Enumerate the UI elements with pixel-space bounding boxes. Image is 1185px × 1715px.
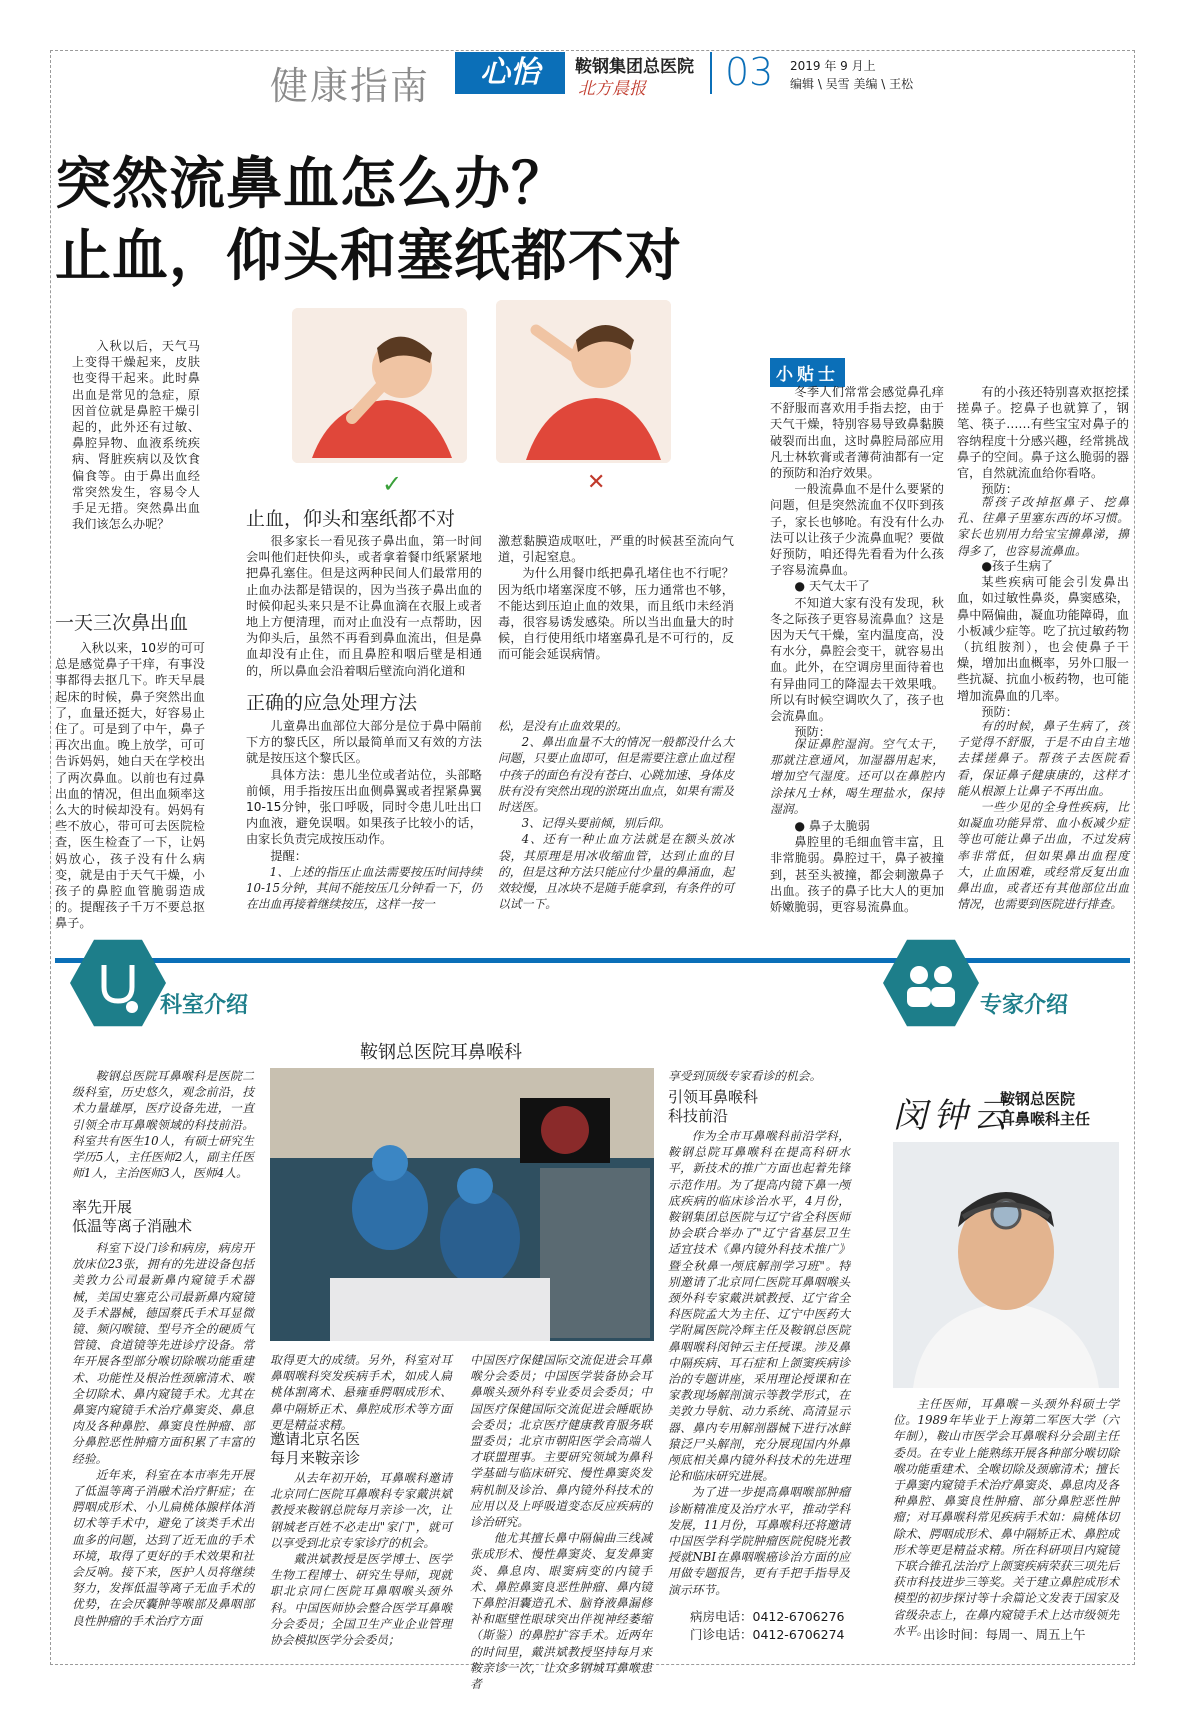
correct-mark: ✓ <box>382 470 403 498</box>
brand-logo: 心怡 <box>455 52 565 94</box>
surgery-photo <box>270 1068 654 1341</box>
dept-heading-3: 引领耳鼻喉科 科技前沿 <box>668 1088 759 1125</box>
tips-col2-illness: ●孩子生病了 某些疾病可能会引发鼻出血，如过敏性鼻炎，鼻窦感染，鼻中隔偏曲，凝血功能障碍，血小板减少症等。吃了抗过敏药物（抗组胺剂），也会使鼻子干燥，增加出血概率，另外口服一些抗凝、抗血小板药物，也可能增加流鼻血的几率。 预防： <box>957 559 1129 719</box>
section1-title: 一天三次鼻出血 <box>55 612 189 634</box>
expert-portrait <box>893 1142 1119 1388</box>
publish-date: 2019 年 9 月上 <box>790 59 876 73</box>
masthead-divider <box>710 52 712 94</box>
dept-title: 鞍钢总医院耳鼻喉科 <box>360 1042 522 1063</box>
dept-intro: 鞍钢总医院耳鼻喉科是医院二级科室，历史悠久，观念前沿，技术力量雄厚，医疗设备先进，一直引领全市耳鼻喉领域的科技前沿。科室共有医生10人，有硕士研究生学历5人，主任医师2人，副主任医师1人，主治医师3人，医师4人。 <box>72 1069 254 1181</box>
tips-col1-prevent: 保证鼻腔湿润。空气太干，那就注意通风，加湿器用起来，增加空气湿度。还可以在鼻腔内涂抹凡士林，喝生理盐水，保持湿润。 <box>770 737 944 816</box>
section3-col1-note: 1、上述的指压止血法需要按压时间持续10-15分钟，其间不能按压几分钟看一下，仍在出血再接着继续按压，这样一按一 <box>246 865 482 912</box>
tips-col2-prevent: 帮孩子改掉抠鼻子、挖鼻孔、往鼻子里塞东西的坏习惯。家长也别用力给宝宝擤鼻涕，擤得多了，也容易流鼻血。 <box>957 495 1129 558</box>
expert-name: 闵钟云 <box>893 1096 1013 1136</box>
expert-section-label: 专家介绍 <box>980 992 1069 1018</box>
dept-col3: 中国医疗保健国际交流促进会耳鼻喉分会委员；中国医学装备协会耳鼻喉头颈外科专业委员会委员；中国医疗保健国际交流促进会睡眠协会委员；北京医疗健康教育服务联盟委员；北京市朝阳医学会高端人才联盟理事。主要研究领域为鼻科学基础与临床研究、慢性鼻窦炎发病机制及诊治、鼻内镜外科技术的应用以及上呼吸道变态反应疾病的诊治研究。 他尤其擅长鼻中隔偏曲三线减张成形术、慢性鼻窦炎、复发鼻窦炎、鼻息肉、眼窦病变的内镜手术、鼻腔鼻窦良恶性肿瘤、鼻内镜下鼻腔泪囊造孔术、脑脊液鼻漏修补和眶壁性眼球突出伴视神经萎缩（斯鉴）的鼻腔扩容手术。近两年的时间里，戴洪斌教授坚持每月来鞍亲诊一次，让众多钢城耳鼻喉患者 <box>470 1353 652 1692</box>
tips-col1: 冬季人们常常会感觉鼻孔痒不舒服而喜欢用手指去挖，由于天气干燥，特别容易导致鼻黏膜破裂而出血，这时鼻腔局部应用凡士林软膏或者薄荷油都有一定的预防和治疗效果。 一般流鼻血不是什么要紧的问题，但是突然流血不仅吓到孩子，家长也够呛。有没有什么办法可以让孩子少流鼻血呢？要做好预防，咱还得先看看为什么孩子容易流鼻血。 ● 天气太干了 不知道大家有没有发现，秋冬之际孩子更容易流鼻血？这是因为天气干燥，室内温度高，没有水分，鼻腔会变干，就容易出血。此外，在空调房里面待着也有异曲同工的降湿去干效果哦。所以有时候空调吹久了，孩子也会流鼻血。 预防： <box>770 385 944 740</box>
dept-equipment: 科室下设门诊和病房，病房开放床位23张，拥有的先进设备包括美敦力公司最新鼻内窥镜手术器械，美国史塞克公司最新鼻内窥镜及手术器械，德国蔡氏手术耳显微镜、频闪喉镜、型号齐全的硬质气管镜、食道镜等先进诊疗设备。常年开展各型部分喉切除喉功能重建术、功能性及根治性颈廓清术、喉全切除术、鼻内窥镜手术。尤其在鼻窦内窥镜手术治疗鼻窦炎、鼻息肉及各种鼻腔、鼻窦良性肿瘤、部分鼻腔恶性肿瘤方面积累了丰富的经验。 近年来，科室在本市率先开展了低温等离子消融术治疗鼾症；在腭咽成形术、小儿扁桃体腺样体消切术等手术中，避免了该类手术出血多的问题，达到了近无血的手术环境，取得了更好的手术效果和社会反响。接下来，医护人员将继续努力，发挥低温等离子无血手术的优势，在会厌囊肿等喉部及鼻咽部良性肿瘤的手术治疗方面 <box>72 1241 254 1628</box>
clinic-phone: 门诊电话：0412-6706274 <box>690 1627 845 1642</box>
dept-research: 作为全市耳鼻喉科前沿学科，鞍钢总院耳鼻喉科在提高科研水平，新技术的推广方面也起着先锋示范作用。为了提高内镜下鼻一颅底疾病的临床诊治水平，4月份，鞍钢集团总医院与辽宁省全科医师协会联合举办了"辽宁省基层卫生适宜技术《鼻内镜外科技术推广》暨全秋鼻一颅底解剖学习班"。特别邀请了北京同仁医院耳鼻咽喉头颈外科专家戴洪斌教授、辽宁省全科医院孟大为主任、辽宁中医药大学附属医院冷辉主任及鞍钢总医院鼻咽喉科闵钟云主任授课。涉及鼻中隔疾病、耳石症和上颌窦疾病诊治的专题讲座，采用理论授课和在家教现场解剖演示等教学形式，在美敦力导航、动力系统、高清显示器、鼻内专用解剖器械下进行冰鲜猿泛尸头解剖，充分展现国内外鼻颅底相关鼻内镜外科技术的先进理论和临床研究进展。 为了进一步提高鼻咽喉部肿瘤诊断精准度及治疗水平，推动学科发展，11月份，耳鼻喉科还将邀请中国医学科学院肿瘤医院倪晓光教授就NBI在鼻咽喉癌诊治方面的应用做专题报告，更有手把手指导及演示环节。 <box>668 1129 850 1597</box>
ward-phone: 病房电话：0412-6706276 <box>690 1609 845 1624</box>
wrong-mark: ✕ <box>587 470 606 495</box>
illustration-wrong <box>496 300 671 463</box>
dept-section-label: 科室介绍 <box>160 992 249 1018</box>
dept-heading-2: 邀请北京名医 每月来鞍亲诊 <box>270 1430 361 1467</box>
expert-title: 耳鼻喉科主任 <box>1000 1110 1091 1128</box>
headline-line1: 突然流鼻血怎么办？ <box>55 152 568 217</box>
expert-bio: 主任医师，耳鼻喉－头颈外科硕士学位。1989年毕业于上海第二军医大学（六年制），鞍山市医学会耳鼻喉科分会副主任委员。在专业上能熟练开展各种部分喉切除喉功能重建术、全喉切除及颈廓清术；擅长于鼻窦内窥镜手术治疗鼻窦炎、鼻息肉及各种鼻腔、鼻窦良性肿瘤、部分鼻腔恶性肿瘤；对耳鼻喉科常见疾病手术如：扁桃体切除术、腭咽成形术、鼻中隔矫正术、鼻腔成形术等更是精益求精。所在科研项目内窥镜下联合锥孔法治疗上颌窦疾病荣获三项先后获市科技进步三等奖。关于建立鼻腔成形术模型的初步探讨等十余篇论文发表于国家及省级杂志上，在鼻内窥镜手术上达市级领先水平。 <box>893 1397 1119 1638</box>
section-divider-band <box>55 958 1130 963</box>
section1-text: 入秋以来，10岁的可可总是感觉鼻子干痒，有事没事都得去抠几下。昨天早晨起床的时候，鼻子突然出血了，血量还挺大，好容易止住了。可是到了中午，鼻子再次出血。晚上放学，可可告诉妈妈，她白天在学校出了两次鼻血。以前也有过鼻出血的情况，但出血频率这么大的时候却没有。妈妈有些不放心，带可可去医院检查，医生检查了一下，让妈妈放心，孩子没有什么病变，就是由于天气干燥，小孩子的鼻腔血管脆弱造成的。提醒孩子千万不要总抠鼻子。 <box>55 641 205 931</box>
tips-col2: 有的小孩还特别喜欢抠挖揉搓鼻子。挖鼻子也就算了，钢笔、筷子……有些宝宝对鼻子的容纳程度十分感兴趣，经常挑战鼻子的空间。鼻子这么脆弱的器官，自然就流血给你看咯。 预防： <box>957 385 1129 497</box>
tips-col1-fragile: ● 鼻子太脆弱 鼻腔里的毛细血管丰富，且非常脆弱。鼻腔过干，鼻子被撞到，甚至头被撞，都会刺激鼻子出血。孩子的鼻子比大人的更加娇嫩脆弱，更容易流鼻血。 <box>770 819 944 915</box>
intro-paragraph: 入秋以后，天气马上变得干燥起来，皮肤也变得干起来。此时鼻出血是常见的急症，原因首位就是鼻腔干燥引起的，此外还有过敏、鼻腔异物、血液系统疾病、肾脏疾病以及饮食偏食等。由于鼻出血经常突然发生，容易令人手足无措。突然鼻出血我们该怎么办呢？ <box>72 339 200 532</box>
dept-heading-1: 率先开展 低温等离子消融术 <box>72 1198 193 1235</box>
section2-title: 止血，仰头和塞纸都不对 <box>246 508 456 530</box>
section-title: 健康指南 <box>270 64 431 108</box>
section3-col1: 儿童鼻出血部位大部分是位于鼻中隔前下方的黎氏区，所以最简单而又有效的方法就是按压这个黎氏区。 具体方法：患儿坐位或者站位，头部略前倾，用手指按压出血侧鼻翼或者捏紧鼻翼10-15分钟，张口呼吸，同时令患儿吐出口内血液，避免误咽。如果孩子比较小的话，由家长负责完成按压动作。 提醒： <box>246 719 482 863</box>
dept-beijing-expert: 从去年初开始，耳鼻喉科邀请北京同仁医院耳鼻喉科专家戴洪斌教授来鞍钢总院每月亲诊一次，让钢城老百姓不必走出"家门"，就可以享受到北京专家诊疗的机会。 戴洪斌教授是医学博士、医学生物工程博士、研究生导师，现就职北京同仁医院耳鼻咽喉头颈外科。中国医师协会整合医学耳鼻喉分会委员；全国卫生产业企业管理协会模拟医学分会委员； <box>270 1471 452 1648</box>
expert-hours: 出诊时间：每周一、周五上午 <box>923 1627 1086 1642</box>
section3-col2: 松，是没有止血效果的。 2、鼻出血量不大的情况一般都没什么大问题，只要止血即可，但是需要注意止血过程中孩子的面色有没有苍白、心跳加速、身体皮肤有没有突然出现的淤斑出血点，如果有需及时送医。 3、记得头要前倾，别后仰。 4、还有一种止血方法就是在额头放冰袋，其原理是用冰收缩血管，达到止血的目的，但是这种方法只能应付少量的鼻涌血，起效较慢，且冰块不是随手能拿到，有条件的可以试一下。 <box>498 719 734 912</box>
section2-col2: 激惹黏膜造成呕吐，严重的时候甚至流向气道，引起窒息。 为什么用餐巾纸把鼻孔堵住也不行呢？因为纸巾堵塞深度不够，压力通常也不够，不能达到压迫止血的效果，而且纸巾未经消毒，很容易诱发感染。所以当出血量大的时候，自行使用纸巾堵塞鼻孔是不可行的，反而可能会延误病情。 <box>498 534 734 662</box>
headline-line2: 止血，仰头和塞纸都不对 <box>55 224 682 289</box>
dept-col2-cont: 取得更大的成绩。另外，科室对耳鼻咽喉科突发疾病手术，如成人扁桃体割离术、悬雍垂腭咽成形术、鼻中隔矫正术、鼻腔成形术等方面更是精益求精。 <box>270 1353 452 1432</box>
editors-line: 编辑 \ 吴雪 美编 \ 王松 <box>790 77 914 91</box>
hospital-name: 鞍钢集团总医院 <box>575 57 694 77</box>
section3-title: 正确的应急处理方法 <box>246 692 418 714</box>
tips-col2-notes: 有的时候，鼻子生病了，孩子觉得不舒服，于是不由自主地去揉搓鼻子。帮孩子去医院看看，保证鼻子健康康的，这样才能从根源上让鼻子不再出血。 一些少见的全身性疾病，比如凝血功能异常、血小板减少症等也可能让鼻子出血，不过发病率非常低，但如果鼻出血程度大，止血困难，或经常反复出血鼻出血，或者还有其他部位出血情况，也需要到医院进行排查。 <box>957 719 1129 912</box>
tips-badge: 小贴士 <box>770 358 845 387</box>
page-number: 03 <box>725 50 774 94</box>
dept-col4-top: 享受到顶级专家看诊的机会。 <box>668 1069 822 1083</box>
partner-name: 北方晨报 <box>578 79 646 99</box>
expert-org: 鞍钢总医院 <box>1000 1090 1076 1108</box>
illustration-correct <box>292 308 467 463</box>
section2-col1: 很多家长一看见孩子鼻出血，第一时间会叫他们赶快仰头，或者拿着餐巾纸紧紧地把鼻孔塞住。但是这两种民间人们最常用的止血办法都是错误的，因为当孩子鼻出血的时候仰起头来只是不让鼻血滴在衣服上或者地上方便清理，而对止血没有一点帮助，因为仰头后，虽然不再看到鼻血流出，但是鼻血却没有止住，而且鼻腔和咽后壁是相通的，所以鼻血会沿着咽后壁流向消化道和 <box>246 534 482 678</box>
